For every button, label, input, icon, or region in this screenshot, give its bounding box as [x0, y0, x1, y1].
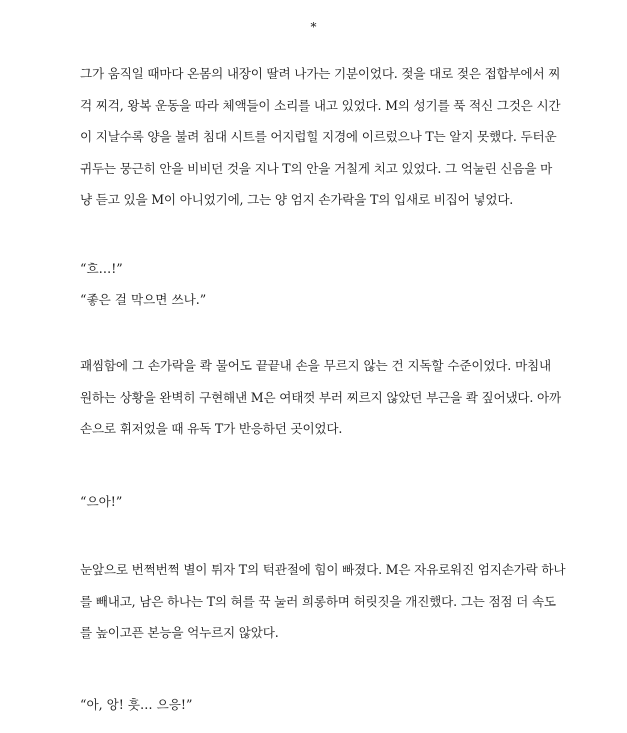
dialogue-line-3: “으아!”	[80, 494, 123, 509]
paragraph-line: 걱 찌걱, 왕복 운동을 따라 체액들이 소리를 내고 있었다. M의 성기를 푹 적신 그것은 시간	[80, 97, 561, 113]
paragraph-line: 이 지날수록 양을 불려 침대 시트를 어지럽힐 지경에 이르렀으나 T는 알지 못했다. 두터운	[80, 129, 557, 144]
paragraph-line: 손으로 휘저었을 때 유독 T가 반응하던 곳이었다.	[80, 421, 343, 436]
paragraph-2	[80, 350, 561, 445]
paragraph-line: 를 높이고픈 본능을 억누르지 않았다.	[80, 625, 279, 640]
section-separator: *	[310, 20, 317, 34]
paragraph-line: 괘씸함에 그 손가락을 콱 물어도 끝끝내 손을 무르지 않는 건 지독할 수준이었다. 마침내	[80, 358, 551, 373]
dialogue-line-2: “좋은 걸 막으면 쓰나.”	[80, 292, 207, 307]
paragraph-line: 그가 움직일 때마다 온몸의 내장이 딸려 나가는 기분이었다. 젖을 대로 젖은 접합부에서 찌	[80, 66, 561, 81]
paragraph-line: 귀두는 뭉근히 안을 비비던 것을 지나 T의 안을 거칠게 치고 있었다. 그 억눌린 신음을 마	[80, 160, 553, 176]
paragraph-line: 눈앞으로 번쩍번쩍 별이 튀자 T의 턱관절에 힘이 빠졌다. M은 자유로워진 엄지손가락 하나	[80, 562, 566, 577]
dialogue-line-4: “아, 앙! 흣… 으응!”	[80, 697, 193, 712]
paragraph-line: 를 빼내고, 남은 하나는 T의 혀를 꾹 눌러 희롱하며 허릿짓을 개진했다. 그는 점점 더 속도	[80, 593, 556, 609]
paragraph-line: 냥 듣고 있을 M이 아니었기에, 그는 양 엄지 손가락을 T의 입새로 비집어 넣었다.	[80, 192, 514, 207]
paragraph-1	[80, 58, 561, 216]
dialogue-line-1: “흐…!”	[80, 261, 123, 276]
paragraph-3	[80, 554, 566, 649]
paragraph-line: 원하는 상황을 완벽히 구현해낸 M은 여태껏 부러 찌르지 않았던 부근을 콱 짚어냈다. 아까	[80, 389, 561, 405]
